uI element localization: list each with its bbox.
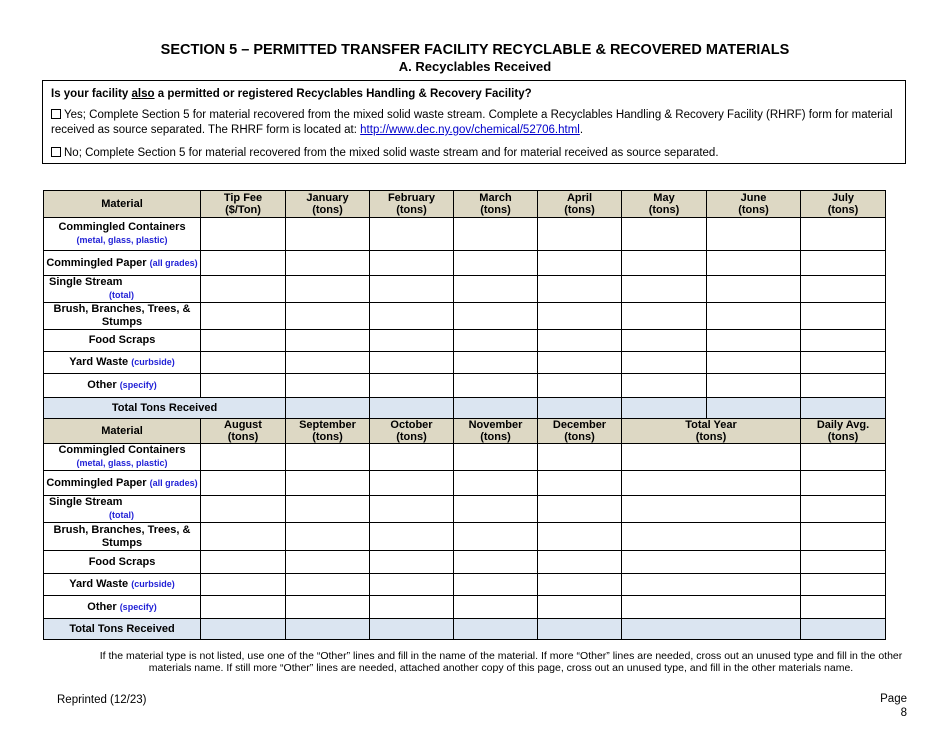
table-row xyxy=(44,496,886,523)
table-row xyxy=(44,276,886,303)
input-cell[interactable] xyxy=(622,352,707,374)
input-cell[interactable] xyxy=(538,471,622,496)
input-cell[interactable] xyxy=(538,251,622,276)
table-row xyxy=(44,218,886,251)
total-cell[interactable] xyxy=(622,398,707,419)
input-cell[interactable] xyxy=(370,303,454,330)
total-cell[interactable] xyxy=(201,619,286,640)
input-cell[interactable] xyxy=(707,330,801,352)
table-row xyxy=(44,551,886,574)
input-cell[interactable] xyxy=(201,374,286,398)
input-cell[interactable] xyxy=(286,352,370,374)
header-total-year: Total Year (tons) xyxy=(622,419,801,444)
total-cell[interactable] xyxy=(622,619,801,640)
input-cell[interactable] xyxy=(454,218,538,251)
input-cell[interactable] xyxy=(201,330,286,352)
recyclables-table-jan-jul xyxy=(43,190,886,640)
total-cell[interactable] xyxy=(286,619,370,640)
table-row xyxy=(44,523,886,551)
input-cell[interactable] xyxy=(622,276,707,303)
input-cell[interactable] xyxy=(201,303,286,330)
input-cell[interactable] xyxy=(201,352,286,374)
total-cell[interactable] xyxy=(538,619,622,640)
input-cell[interactable] xyxy=(370,596,454,619)
input-cell[interactable] xyxy=(622,471,801,496)
input-cell[interactable] xyxy=(707,276,801,303)
header-november: November (tons) xyxy=(454,419,538,444)
table-row xyxy=(44,352,886,374)
input-cell[interactable] xyxy=(454,276,538,303)
input-cell[interactable] xyxy=(622,218,707,251)
header-june: June (tons) xyxy=(707,191,801,218)
header-material: Material xyxy=(44,191,201,218)
no-text: No; Complete Section 5 for material recovered from the mixed solid waste stream and for material received as source separated. xyxy=(64,147,719,159)
table-row xyxy=(44,374,886,398)
facility-question-box xyxy=(42,80,906,164)
input-cell[interactable] xyxy=(801,330,886,352)
input-cell[interactable] xyxy=(801,352,886,374)
material-yard-waste: Yard Waste (curbside) xyxy=(44,352,201,374)
input-cell[interactable] xyxy=(370,251,454,276)
input-cell[interactable] xyxy=(201,218,286,251)
input-cell[interactable] xyxy=(538,218,622,251)
input-cell[interactable] xyxy=(538,444,622,471)
total-cell[interactable] xyxy=(454,619,538,640)
input-cell[interactable] xyxy=(801,496,886,523)
footnote: If the material type is not listed, use one of the “Other” lines and fill in the name of the material. If more “Other” lines are needed, cross out an unused type and fill in the other materials name. If still more “Other” lines are needed, attached another copy of this page, cross out an unused type, and fill in the other materials name. xyxy=(99,650,903,674)
input-cell[interactable] xyxy=(538,276,622,303)
material-commingled-paper: Commingled Paper (all grades) xyxy=(44,471,201,496)
input-cell[interactable] xyxy=(454,303,538,330)
input-cell[interactable] xyxy=(370,471,454,496)
input-cell[interactable] xyxy=(538,596,622,619)
material-other: Other (specify) xyxy=(44,596,201,619)
input-cell[interactable] xyxy=(454,251,538,276)
input-cell[interactable] xyxy=(538,523,622,551)
reprint-date: Reprinted (12/23) xyxy=(57,694,147,706)
table-row xyxy=(44,303,886,330)
input-cell[interactable] xyxy=(622,444,801,471)
material-brush: Brush, Branches, Trees, & Stumps xyxy=(44,523,201,551)
page-number: Page 8 xyxy=(880,693,907,719)
input-cell[interactable] xyxy=(454,330,538,352)
material-yard-waste: Yard Waste (curbside) xyxy=(44,574,201,596)
input-cell[interactable] xyxy=(801,523,886,551)
input-cell[interactable] xyxy=(801,471,886,496)
input-cell[interactable] xyxy=(801,444,886,471)
input-cell[interactable] xyxy=(538,574,622,596)
table-row xyxy=(44,574,886,596)
material-brush: Brush, Branches, Trees, & Stumps xyxy=(44,303,201,330)
total-cell[interactable] xyxy=(370,398,454,419)
input-cell[interactable] xyxy=(622,251,707,276)
material-commingled-containers: Commingled Containers (metal, glass, plastic) xyxy=(44,444,201,471)
input-cell[interactable] xyxy=(801,596,886,619)
input-cell[interactable] xyxy=(370,496,454,523)
input-cell[interactable] xyxy=(622,374,707,398)
input-cell[interactable] xyxy=(538,352,622,374)
header-tip-fee: Tip Fee ($/Ton) xyxy=(201,191,286,218)
section-subtitle: A. Recyclables Received xyxy=(398,59,552,74)
material-other: Other (specify) xyxy=(44,374,201,398)
table-row xyxy=(44,330,886,352)
input-cell[interactable] xyxy=(622,330,707,352)
header-july: July (tons) xyxy=(801,191,886,218)
input-cell[interactable] xyxy=(286,330,370,352)
header-october: October (tons) xyxy=(370,419,454,444)
header-february: February (tons) xyxy=(370,191,454,218)
input-cell[interactable] xyxy=(370,374,454,398)
input-cell[interactable] xyxy=(286,374,370,398)
input-cell[interactable] xyxy=(454,471,538,496)
input-cell[interactable] xyxy=(622,523,801,551)
total-cell[interactable] xyxy=(707,398,801,419)
header-daily-avg: Daily Avg. (tons) xyxy=(801,419,886,444)
input-cell[interactable] xyxy=(538,496,622,523)
header-december: December (tons) xyxy=(538,419,622,444)
input-cell[interactable] xyxy=(286,496,370,523)
input-cell[interactable] xyxy=(286,596,370,619)
input-cell[interactable] xyxy=(370,352,454,374)
input-cell[interactable] xyxy=(201,276,286,303)
input-cell[interactable] xyxy=(454,523,538,551)
total-cell[interactable] xyxy=(801,398,886,419)
table1-header-row xyxy=(44,191,886,218)
no-checkbox[interactable] xyxy=(51,147,61,157)
table-row xyxy=(44,251,886,276)
input-cell[interactable] xyxy=(538,374,622,398)
header-september: September (tons) xyxy=(286,419,370,444)
input-cell[interactable] xyxy=(370,276,454,303)
input-cell[interactable] xyxy=(286,551,370,574)
yes-text: Yes; Complete Section 5 for material recovered from the mixed solid waste stream. Complete a Recyclables Handling & Recovery Facility (RHRF) form for material received as source separated. The RHRF form is located at: xyxy=(51,109,893,136)
input-cell[interactable] xyxy=(286,251,370,276)
input-cell[interactable] xyxy=(707,218,801,251)
header-material: Material xyxy=(44,419,201,444)
total-cell[interactable] xyxy=(286,398,370,419)
table-row xyxy=(44,444,886,471)
section-title: SECTION 5 – PERMITTED TRANSFER FACILITY RECYCLABLE & RECOVERED MATERIALS xyxy=(160,42,790,58)
yes-option: Yes; Complete Section 5 for material recovered from the mixed solid waste stream. Complete a Recyclables Handling & Recovery Facility (RHRF) form for material received as source separated. The RHRF form is located at: http://www.dec.ny.gov/chemical/52706.html. xyxy=(51,109,893,136)
input-cell[interactable] xyxy=(622,496,801,523)
header-april: April (tons) xyxy=(538,191,622,218)
header-january: January (tons) xyxy=(286,191,370,218)
input-cell[interactable] xyxy=(370,444,454,471)
total-cell[interactable] xyxy=(370,619,454,640)
input-cell[interactable] xyxy=(707,251,801,276)
total-label: Total Tons Received xyxy=(44,619,201,640)
input-cell[interactable] xyxy=(454,444,538,471)
input-cell[interactable] xyxy=(707,374,801,398)
input-cell[interactable] xyxy=(370,523,454,551)
input-cell[interactable] xyxy=(801,574,886,596)
question-emphasis: also xyxy=(131,88,155,100)
input-cell[interactable] xyxy=(286,276,370,303)
input-cell[interactable] xyxy=(370,551,454,574)
input-cell[interactable] xyxy=(538,551,622,574)
input-cell[interactable] xyxy=(286,303,370,330)
header-may: May (tons) xyxy=(622,191,707,218)
yes-checkbox[interactable] xyxy=(51,109,61,119)
input-cell[interactable] xyxy=(538,303,622,330)
input-cell[interactable] xyxy=(454,551,538,574)
input-cell[interactable] xyxy=(201,596,286,619)
material-food-scraps: Food Scraps xyxy=(44,551,201,574)
input-cell[interactable] xyxy=(801,551,886,574)
material-food-scraps: Food Scraps xyxy=(44,330,201,352)
input-cell[interactable] xyxy=(201,551,286,574)
input-cell[interactable] xyxy=(201,574,286,596)
input-cell[interactable] xyxy=(370,218,454,251)
input-cell[interactable] xyxy=(286,574,370,596)
no-option xyxy=(51,146,899,161)
input-cell[interactable] xyxy=(286,471,370,496)
total-cell[interactable] xyxy=(801,619,886,640)
input-cell[interactable] xyxy=(201,444,286,471)
total-label: Total Tons Received xyxy=(44,398,286,419)
total-cell[interactable] xyxy=(538,398,622,419)
input-cell[interactable] xyxy=(622,551,801,574)
input-cell[interactable] xyxy=(286,218,370,251)
input-cell[interactable] xyxy=(801,218,886,251)
total-row xyxy=(44,398,886,419)
input-cell[interactable] xyxy=(201,471,286,496)
input-cell[interactable] xyxy=(538,330,622,352)
input-cell[interactable] xyxy=(201,251,286,276)
rhrf-link[interactable]: http://www.dec.ny.gov/chemical/52706.html xyxy=(360,124,580,136)
total-row xyxy=(44,619,886,640)
header-august: August (tons) xyxy=(201,419,286,444)
table-row xyxy=(44,596,886,619)
input-cell[interactable] xyxy=(622,596,801,619)
input-cell[interactable] xyxy=(801,251,886,276)
table-row xyxy=(44,471,886,496)
input-cell[interactable] xyxy=(801,303,886,330)
input-cell[interactable] xyxy=(707,303,801,330)
input-cell[interactable] xyxy=(454,374,538,398)
header-march: March (tons) xyxy=(454,191,538,218)
input-cell[interactable] xyxy=(370,330,454,352)
facility-question: Is your facility also a permitted or registered Recyclables Handling & Recovery Facility? xyxy=(51,88,532,100)
input-cell[interactable] xyxy=(622,574,801,596)
input-cell[interactable] xyxy=(454,496,538,523)
input-cell[interactable] xyxy=(286,523,370,551)
input-cell[interactable] xyxy=(201,496,286,523)
material-commingled-containers: Commingled Containers (metal, glass, plastic) xyxy=(44,218,201,251)
input-cell[interactable] xyxy=(707,352,801,374)
material-single-stream: Single Stream (total) xyxy=(44,276,201,303)
input-cell[interactable] xyxy=(286,444,370,471)
total-cell[interactable] xyxy=(454,398,538,419)
input-cell[interactable] xyxy=(201,523,286,551)
input-cell[interactable] xyxy=(622,303,707,330)
input-cell[interactable] xyxy=(801,276,886,303)
material-commingled-paper: Commingled Paper (all grades) xyxy=(44,251,201,276)
input-cell[interactable] xyxy=(454,596,538,619)
table2-header-row xyxy=(44,419,886,444)
input-cell[interactable] xyxy=(801,374,886,398)
material-single-stream: Single Stream (total) xyxy=(44,496,201,523)
input-cell[interactable] xyxy=(454,574,538,596)
input-cell[interactable] xyxy=(454,352,538,374)
input-cell[interactable] xyxy=(370,574,454,596)
